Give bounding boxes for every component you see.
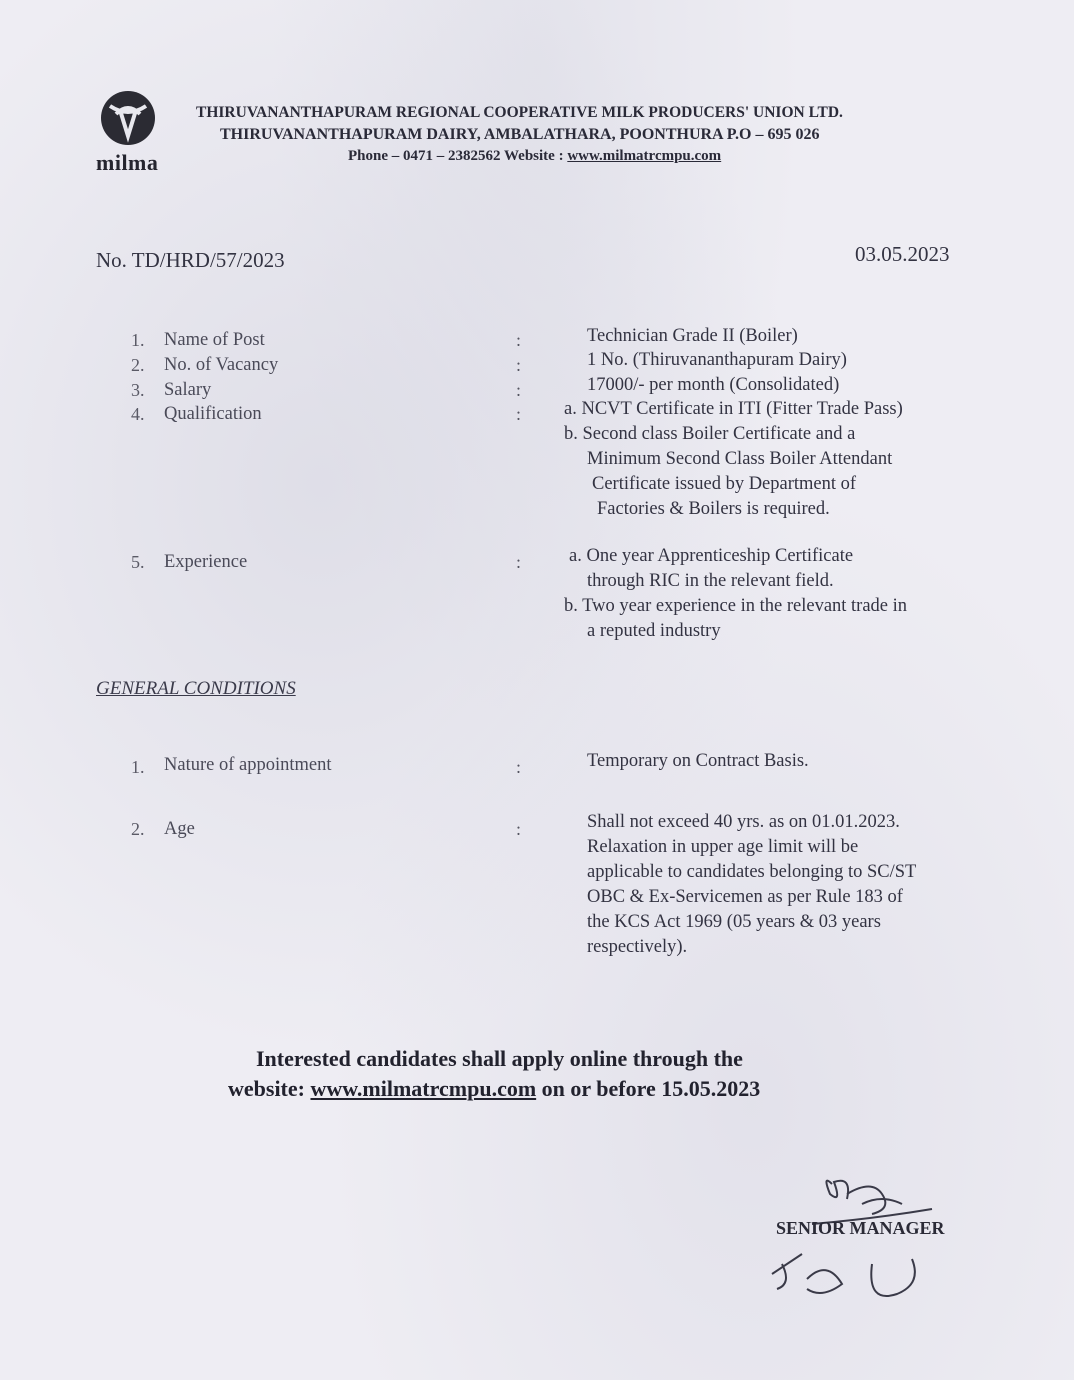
condition-label: Nature of appointment bbox=[164, 755, 332, 775]
detail-value: b. Two year experience in the relevant trade in bbox=[564, 596, 908, 616]
detail-number: 2. bbox=[131, 355, 145, 375]
detail-value: Certificate issued by Department of bbox=[592, 474, 857, 494]
apply-website-link[interactable]: www.milmatrcmpu.com bbox=[310, 1076, 537, 1101]
detail-value: b. Second class Boiler Certificate and a bbox=[564, 424, 856, 444]
condition-label: Age bbox=[164, 819, 195, 839]
colon: : bbox=[516, 330, 522, 350]
detail-value: 1 No. (Thiruvananthapuram Dairy) bbox=[587, 350, 847, 370]
colon: : bbox=[516, 819, 522, 839]
condition-value: Relaxation in upper age limit will be bbox=[587, 837, 859, 857]
detail-value: Factories & Boilers is required. bbox=[597, 499, 830, 519]
detail-number: 3. bbox=[131, 380, 145, 400]
detail-label: Salary bbox=[164, 380, 212, 400]
detail-label: No. of Vacancy bbox=[164, 355, 279, 375]
condition-value: OBC & Ex-Servicemen as per Rule 183 of bbox=[587, 887, 903, 907]
condition-value: Temporary on Contract Basis. bbox=[587, 751, 809, 771]
detail-value: Technician Grade II (Boiler) bbox=[587, 326, 798, 346]
detail-label: Name of Post bbox=[164, 330, 265, 350]
detail-number: 5. bbox=[131, 552, 145, 572]
colon: : bbox=[516, 404, 522, 424]
condition-value: applicable to candidates belonging to SC/ST bbox=[587, 862, 917, 882]
org-contact bbox=[348, 148, 1074, 165]
detail-value: 17000/- per month (Consolidated) bbox=[587, 375, 840, 395]
org-name: THIRUVANANTHAPURAM REGIONAL COOPERATIVE MILK PRODUCERS' UNION LTD. bbox=[196, 104, 843, 121]
org-address: THIRUVANANTHAPURAM DAIRY, AMBALATHARA, POONTHURA P.O – 695 026 bbox=[220, 126, 820, 143]
colon: : bbox=[516, 355, 522, 375]
condition-number: 2. bbox=[131, 819, 145, 839]
colon: : bbox=[516, 552, 522, 572]
phone-line: Phone – 0471 – 2382562 Website : bbox=[348, 148, 568, 164]
document-date: 03.05.2023 bbox=[855, 242, 950, 266]
reference-number: No. TD/HRD/57/2023 bbox=[96, 248, 285, 272]
condition-number: 1. bbox=[131, 757, 145, 777]
logo-text: milma bbox=[96, 150, 159, 175]
detail-value: Minimum Second Class Boiler Attendant bbox=[587, 449, 893, 469]
website-link[interactable]: www.milmatrcmpu.com bbox=[567, 148, 722, 164]
detail-value: through RIC in the relevant field. bbox=[587, 571, 834, 591]
apply-suffix: on or before 15.05.2023 bbox=[536, 1076, 761, 1101]
condition-value: respectively). bbox=[587, 937, 688, 957]
detail-label: Qualification bbox=[164, 404, 262, 424]
detail-label: Experience bbox=[164, 552, 248, 572]
detail-value: a. NCVT Certificate in ITI (Fitter Trade Pass) bbox=[564, 399, 903, 419]
apply-line-1: Interested candidates shall apply online through the bbox=[256, 1046, 743, 1071]
condition-value: the KCS Act 1969 (05 years & 03 years bbox=[587, 912, 881, 932]
detail-number: 1. bbox=[131, 330, 145, 350]
apply-prefix: website: bbox=[228, 1076, 311, 1101]
apply-line-2 bbox=[228, 1076, 760, 1102]
detail-value: a. One year Apprenticeship Certificate bbox=[569, 546, 854, 566]
colon: : bbox=[516, 757, 522, 777]
detail-value: a reputed industry bbox=[587, 621, 721, 641]
signature-scribble-icon bbox=[752, 1164, 952, 1314]
colon: : bbox=[516, 380, 522, 400]
general-conditions-heading: GENERAL CONDITIONS bbox=[96, 678, 296, 699]
condition-value: Shall not exceed 40 yrs. as on 01.01.2023. bbox=[587, 812, 900, 832]
detail-number: 4. bbox=[131, 404, 145, 424]
signatory-title: SENIOR MANAGER bbox=[776, 1218, 945, 1238]
